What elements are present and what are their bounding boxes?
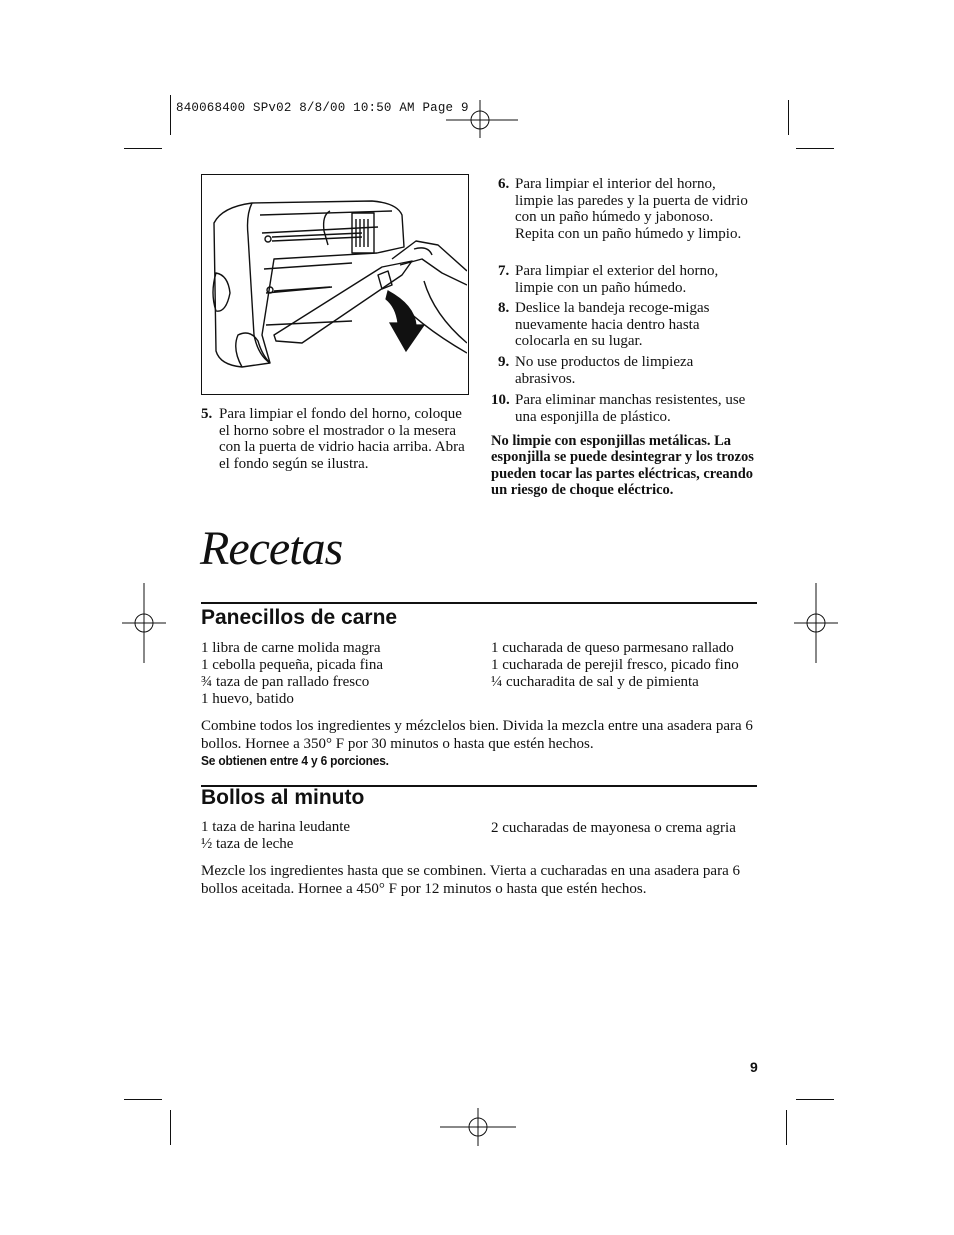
step-number: 8.: [498, 300, 510, 316]
step-number: 7.: [498, 263, 510, 279]
step-item: [498, 263, 750, 296]
registration-mark-icon: [440, 1108, 520, 1148]
step-text: No use productos de limpieza abrasivos.: [515, 354, 694, 387]
crop-mark: [796, 148, 834, 149]
recipe-yield: Se obtienen entre 4 y 6 porciones.: [201, 753, 389, 768]
step-item: [201, 406, 466, 472]
step-text: Para limpiar el exterior del horno, limpie con un paño húmedo.: [515, 263, 719, 296]
ingredient-list: [491, 640, 739, 691]
step-item: [498, 354, 728, 387]
ingredient-item: 1 cebolla pequeña, picada fina: [201, 657, 383, 673]
step-item: [491, 392, 756, 425]
registration-mark-icon: [122, 583, 166, 663]
step-item: [498, 176, 748, 242]
ingredient-item: 1 huevo, batido: [201, 691, 294, 707]
crop-mark: [170, 95, 171, 135]
ingredient-item: ¾ taza de pan rallado fresco: [201, 674, 370, 690]
print-slug: 840068400 SPv02 8/8/00 10:50 AM Page 9: [176, 101, 469, 115]
ingredient-item: 1 cucharada de queso parmesano rallado: [491, 640, 734, 656]
toaster-oven-crumb-tray-icon: [202, 175, 467, 393]
safety-warning: No limpie con esponjillas metálicas. La esponjilla se puede desintegrar y los trozos pueden tocar las partes eléctricas, creando un riesgo de choque eléctrico.: [491, 433, 754, 498]
step-number: 6.: [498, 176, 510, 192]
crop-mark: [788, 100, 789, 135]
step-text: Para limpiar el fondo del horno, coloque el horno sobre el mostrador o la mesera con la puerta de vidrio hacia arriba. Abra el fondo según se ilustra.: [219, 406, 465, 472]
crop-mark: [170, 1110, 171, 1145]
ingredient-list: [201, 819, 350, 853]
ingredient-item: 1 taza de harina leudante: [201, 819, 351, 835]
ingredient-item: ¼ cucharadita de sal y de pimienta: [491, 674, 699, 690]
step-text: Para eliminar manchas resistentes, use una esponjilla de plástico.: [515, 392, 746, 425]
recipe-instructions: Combine todos los ingredientes y mézclelos bien. Divida la mezcla entre una asadera para 6 bollos. Hornee a 350° F por 30 minutos o hasta que estén hechos.: [201, 718, 753, 752]
page-number: 9: [750, 1059, 758, 1075]
ingredient-item: 1 libra de carne molida magra: [201, 640, 381, 656]
crop-mark: [124, 1099, 162, 1100]
recipe-title: Panecillos de carne: [201, 606, 398, 629]
step-item: [498, 300, 738, 350]
crop-mark: [786, 1110, 787, 1145]
step-number: 5.: [201, 406, 213, 422]
step-text: Deslice la bandeja recoge-migas nuevamente hacia dentro hasta colocarla en su lugar.: [515, 300, 710, 349]
registration-mark-icon: [794, 583, 838, 663]
recipe-instructions: Mezcle los ingredientes hasta que se combinen. Vierta a cucharadas en una asadera para 6 bollos aceitada. Hornee a 450° F por 12 minutos o hasta que estén hechos.: [201, 863, 740, 897]
step-number: 10.: [491, 392, 510, 408]
section-rule: [201, 602, 757, 604]
crop-mark: [796, 1099, 834, 1100]
figure-frame: [201, 174, 469, 395]
section-title: Recetas: [200, 522, 343, 575]
ingredient-item: 1 cucharada de perejil fresco, picado fino: [491, 657, 739, 673]
step-text: Para limpiar el interior del horno, limpie las paredes y la puerta de vidrio con un paño húmedo y jabonoso. Repita con un paño húmedo y limpio.: [515, 176, 748, 242]
ingredient-item: ½ taza de leche: [201, 836, 294, 852]
recipe-title: Bollos al minuto: [201, 786, 365, 809]
crop-mark: [124, 148, 162, 149]
step-number: 9.: [498, 354, 510, 370]
ingredient-list: [201, 640, 383, 708]
ingredient-item: 2 cucharadas de mayonesa o crema agria: [491, 820, 736, 836]
ingredient-list: [491, 820, 736, 837]
